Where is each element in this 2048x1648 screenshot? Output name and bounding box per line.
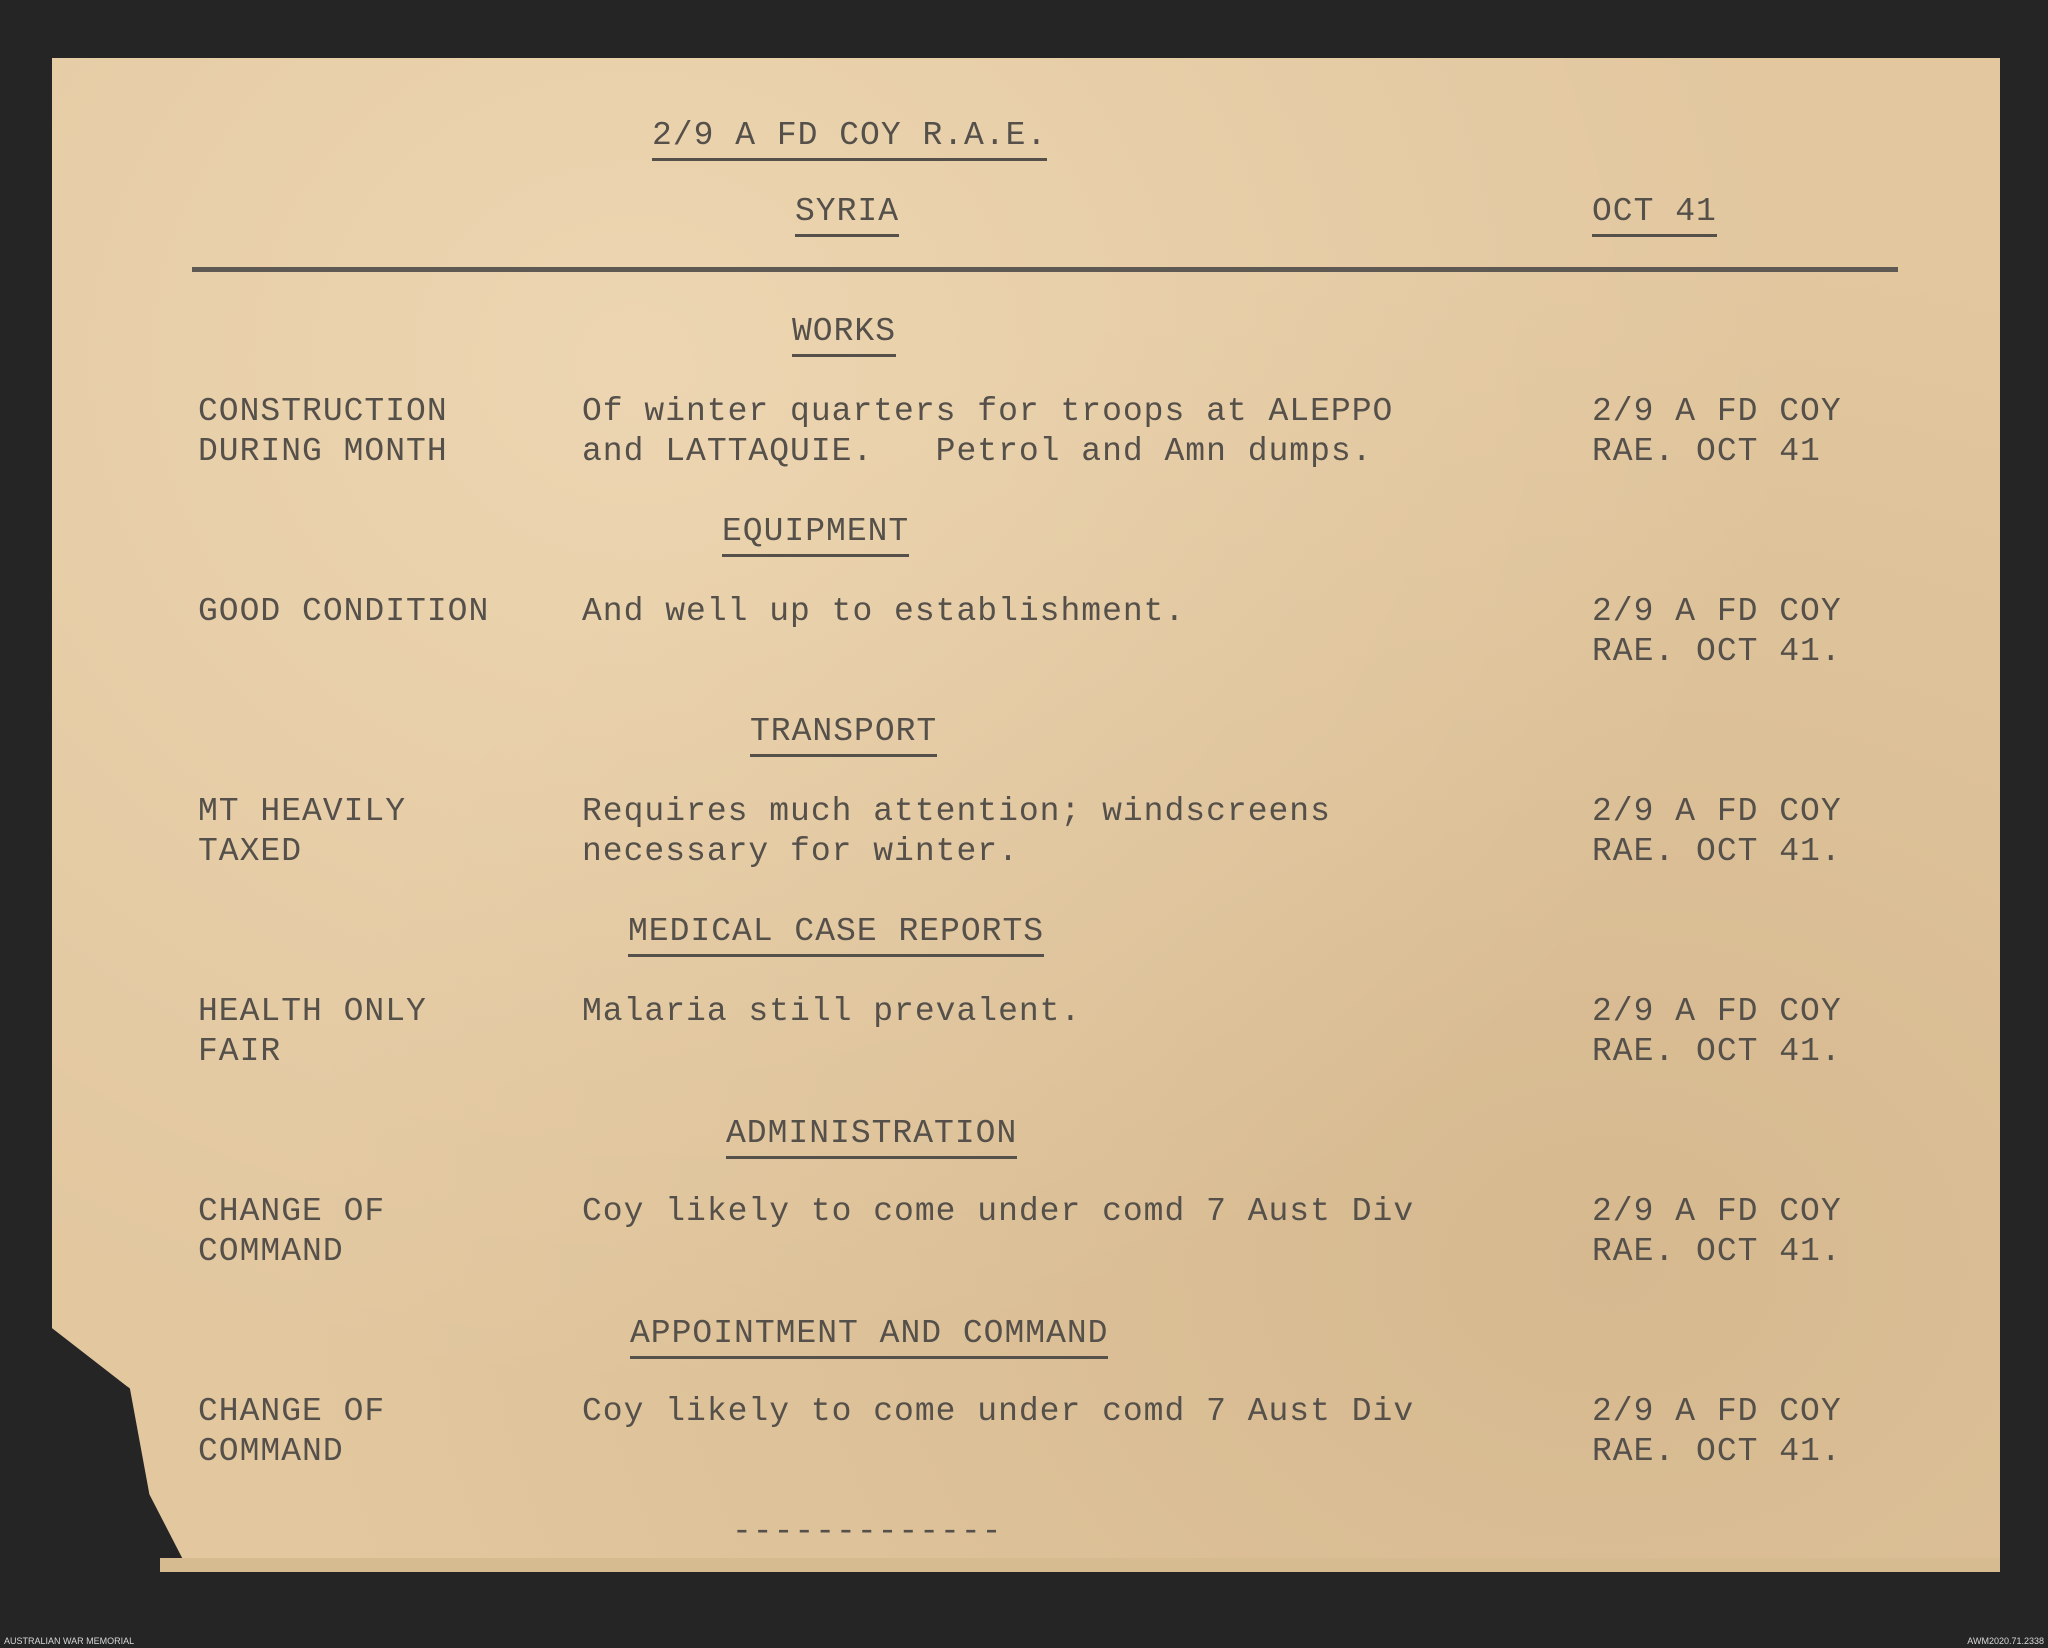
section-ref: 2/9 A FD COY RAE. OCT 41. xyxy=(1592,1393,1842,1470)
section-text: Of winter quarters for troops at ALEPPO and LATTAQUIE. Petrol and Amn dumps. xyxy=(582,393,1394,470)
section-subject: CHANGE OF COMMAND xyxy=(198,1193,386,1270)
closing-dashes: ------------- xyxy=(732,1513,1003,1550)
section-text: And well up to establishment. xyxy=(582,593,1186,630)
section-heading-equipment: EQUIPMENT xyxy=(722,512,909,557)
footer-source: AUSTRALIAN WAR MEMORIAL xyxy=(4,1636,135,1646)
section-subject: CHANGE OF COMMAND xyxy=(198,1393,386,1470)
paper-edge xyxy=(160,1558,2000,1572)
section-heading-appointment: APPOINTMENT AND COMMAND xyxy=(630,1314,1108,1359)
section-ref: 2/9 A FD COY RAE. OCT 41. xyxy=(1592,593,1842,670)
section-heading-medical: MEDICAL CASE REPORTS xyxy=(628,912,1044,957)
section-heading-works: WORKS xyxy=(792,312,896,357)
section-ref: 2/9 A FD COY RAE. OCT 41. xyxy=(1592,793,1842,870)
date: OCT 41 xyxy=(1592,192,1717,237)
section-text: Coy likely to come under comd 7 Aust Div xyxy=(582,1393,1415,1430)
section-heading-transport: TRANSPORT xyxy=(750,712,937,757)
section-subject: MT HEAVILY TAXED xyxy=(198,793,407,870)
section-subject: GOOD CONDITION xyxy=(198,593,490,630)
location: SYRIA xyxy=(795,192,899,237)
section-text: Malaria still prevalent. xyxy=(582,993,1082,1030)
document-title: 2/9 A FD COY R.A.E. xyxy=(652,116,1047,161)
section-text: Requires much attention; windscreens necessary for winter. xyxy=(582,793,1331,870)
section-text: Coy likely to come under comd 7 Aust Div xyxy=(582,1193,1415,1230)
section-ref: 2/9 A FD COY RAE. OCT 41. xyxy=(1592,1193,1842,1270)
section-subject: CONSTRUCTION DURING MONTH xyxy=(198,393,448,470)
section-heading-administration: ADMINISTRATION xyxy=(726,1114,1017,1159)
footer-accession-number: AWM2020.71.2338 xyxy=(1967,1636,2044,1646)
section-subject: HEALTH ONLY FAIR xyxy=(198,993,427,1070)
section-ref: 2/9 A FD COY RAE. OCT 41. xyxy=(1592,993,1842,1070)
section-ref: 2/9 A FD COY RAE. OCT 41 xyxy=(1592,393,1842,470)
header-rule xyxy=(192,267,1898,272)
